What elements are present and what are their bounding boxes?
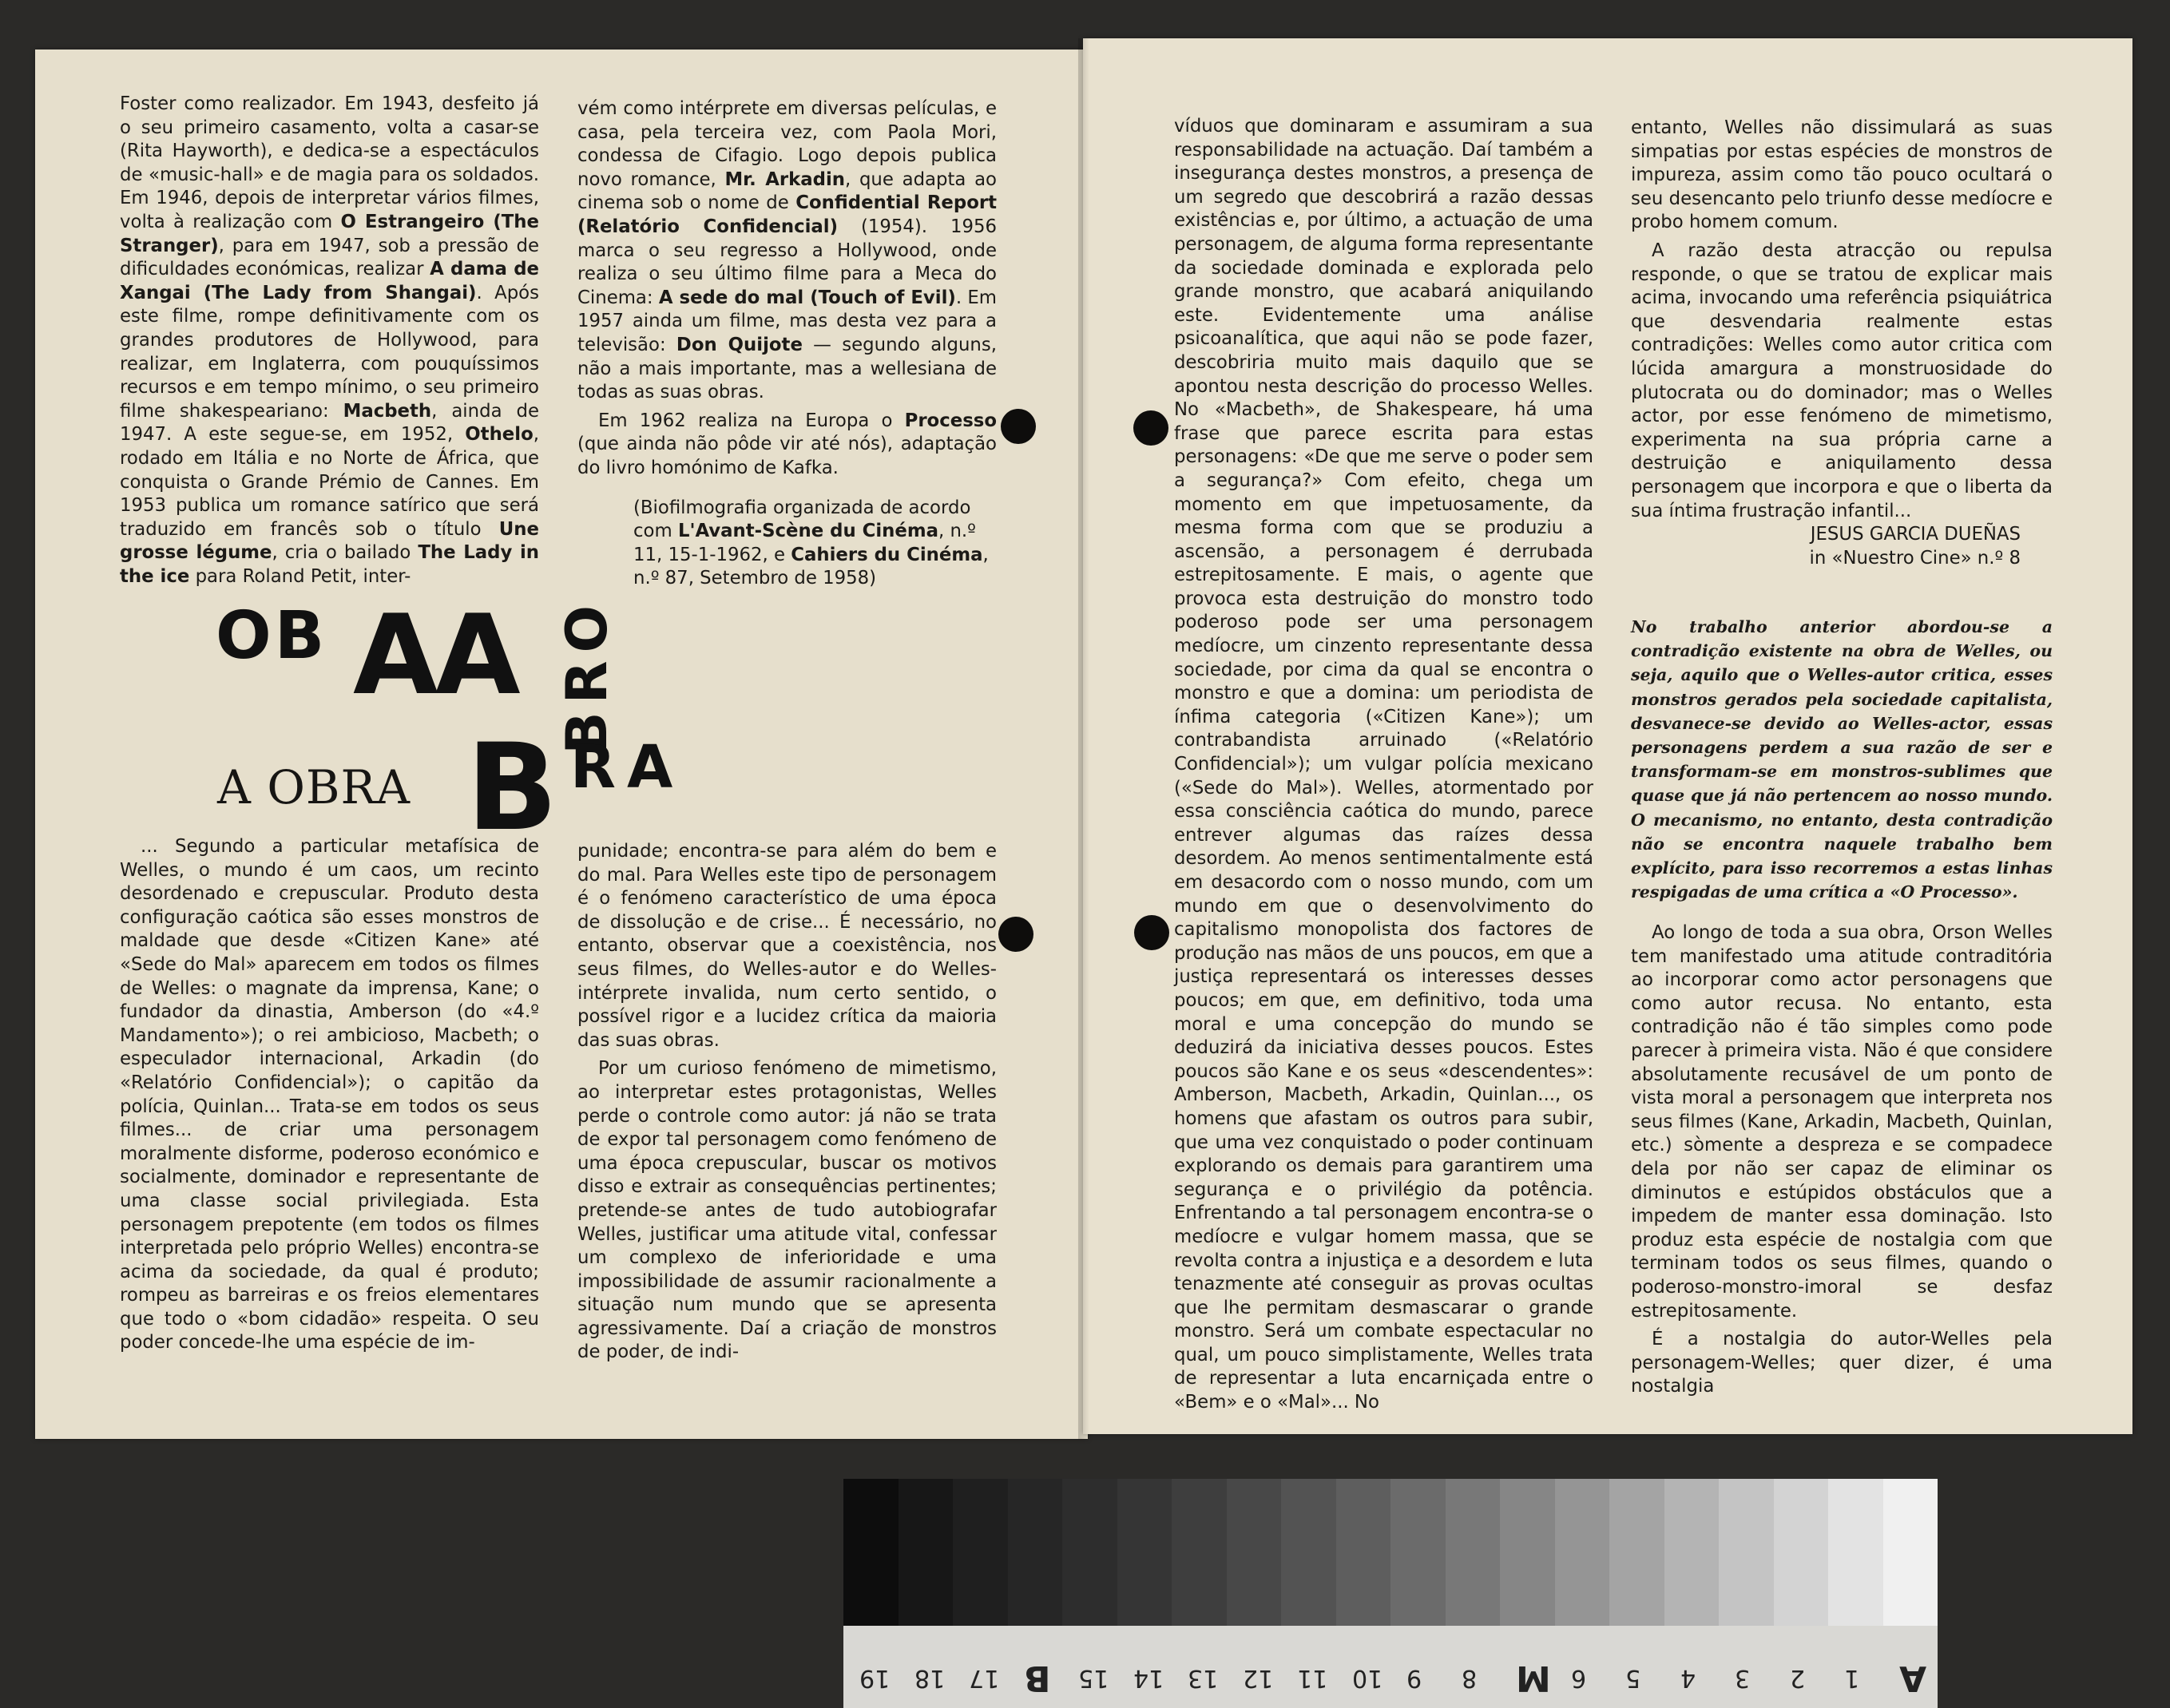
punch-hole — [998, 917, 1033, 952]
title-reference: Cahiers du Cinéma — [791, 544, 983, 565]
punch-hole — [1134, 915, 1169, 950]
gray-swatch — [843, 1479, 899, 1626]
paragraph — [1631, 117, 2053, 235]
text-run: , para em 1947, sob a pressão de dificuldades económicas, realizar — [120, 235, 539, 280]
title-reference: Mr. Arkadin — [724, 168, 846, 190]
text-run: A razão desta atracção ou repulsa responde, o que se tratou de explicar mais acima, invocando uma referência psiquiátrica que desvendaria realmente estas contradições: Welles como autor critica com lúcida amargura a monstruosidade do plutocrata ou do dominador; mas o Welles actor, por esse fenómeno de mimetismo, experimenta na sua própria carne a destruição e aniquilamento dessa personagem que incorpora e que o liberta da sua íntima frustração infantil... — [1631, 240, 2053, 521]
gray-swatch — [1062, 1479, 1117, 1626]
gray-swatch — [1555, 1479, 1610, 1626]
left-column-2-body — [577, 97, 997, 481]
ruler-label: 2 — [1789, 1664, 1805, 1692]
title-reference: Don Quijote — [676, 334, 803, 355]
title-reference: Une grosse légume — [120, 518, 539, 564]
text-run: (que ainda não pôde vir até nós), adaptação do livro homónimo de Kafka. — [577, 434, 997, 478]
ruler-label: A — [1898, 1658, 1926, 1698]
title-reference: Macbeth — [343, 400, 432, 422]
ruler-label: 18 — [914, 1664, 945, 1692]
text-run: . Após este filme, rompe definitivamente com os grandes produtores de Hollywood, para realizar, em Inglaterra, com pouquíssimos recursos e em tempo mínimo, o seu primeiro filme shakespeariano: — [120, 282, 539, 422]
title-b: B — [466, 719, 558, 858]
author-signature: JESUS GARCIA DUEÑAS — [1810, 524, 2021, 545]
text-run: (Biofilmografia organizada de acordo com — [633, 497, 971, 542]
punch-hole — [1001, 409, 1036, 444]
gray-swatch — [1774, 1479, 1829, 1626]
gray-swatch — [1172, 1479, 1227, 1626]
text-run: vém como intérprete em diversas películas, e casa, pela terceira vez, com Paola Mori, condessa de Cifagio. Logo depois publica novo romance, — [577, 98, 997, 190]
text-run: , rodado em Itália e no Norte de África, que conquista o Grande Prémio de Cannes. Em 1953 publica um romance satírico que será traduzido em francês sob o título — [120, 424, 539, 540]
biofilmography-credit — [577, 497, 997, 591]
editor-note: No trabalho anterior abordou-se a contradição existente na obra de Welles, ou seja, aquilo que o Welles-autor critica, esses monstros gerados pela sociedade capitalista, desvanece-se devido ao Welles-actor, essas personagens perdem a sua razão de ser e transformam-se em monstros-sublimes que quase que já não pertencem ao nosso mundo. O mecanismo, no entanto, desta contradição não se encontra naquele trabalho bem explícito, para isso recorremos a estas linhas respigadas de uma crítica a «O Processo». — [1631, 617, 2053, 902]
paragraph — [1174, 115, 1593, 1415]
ruler-label: 15 — [1078, 1664, 1109, 1692]
title-bro-vertical: BRO — [554, 597, 620, 755]
title-reference: O Estrangeiro (The Stranger) — [120, 211, 539, 256]
ruler-label: 9 — [1406, 1664, 1422, 1692]
text-run: entanto, Welles não dissimulará as suas simpatias por estas espécies de monstros de impureza, assim como tão pouco ocultará o seu desencanto pelo triunfo desse medíocre e probo homem comum. — [1631, 117, 2053, 233]
text-run: Em 1962 realiza na Europa o — [598, 410, 905, 431]
left-column-1 — [120, 93, 539, 588]
ruler-label: 5 — [1625, 1664, 1641, 1692]
paragraph — [577, 840, 997, 1052]
gray-swatch — [1008, 1479, 1063, 1626]
ruler-label: 8 — [1461, 1664, 1477, 1692]
ruler-label: 3 — [1735, 1664, 1751, 1692]
color-calibration-target — [843, 1479, 1938, 1708]
title-ra: RA — [570, 733, 684, 802]
right-column-2-body — [1631, 117, 2053, 523]
ruler-label: 12 — [1242, 1664, 1273, 1692]
text-run: — segundo alguns, não a mais importante, mas a wellesiana de todas as suas obras. — [577, 334, 997, 403]
gray-swatch — [1609, 1479, 1664, 1626]
paragraph — [577, 97, 997, 405]
left-column-3 — [120, 835, 539, 1355]
right-column-1 — [1174, 115, 1593, 1415]
text-run: . Em 1957 ainda um filme, mas desta vez para a televisão: — [577, 287, 997, 355]
gray-swatch — [1500, 1479, 1555, 1626]
ruler-label: 1 — [1844, 1664, 1860, 1692]
ruler-label: B — [1023, 1658, 1051, 1698]
ruler-label: 6 — [1570, 1664, 1586, 1692]
paragraph — [1631, 921, 2053, 1323]
paragraph — [1631, 240, 2053, 523]
right-column-2 — [1631, 117, 2053, 570]
text-run: víduos que dominaram e assumiram a sua responsabilidade na actuação. Daí também a insegurança destes monstros, a presença de um segredo que descobrirá a razão dessas existências e, por último, a actuação de uma personagem, de alguma forma representante da sociedade dominada e explorada pelo grande monstro, que acabará aniquilando este. Evidentemente uma análise psicoanalítica, que aqui não se pode fazer, descobriria muito mais daquilo que se apontou nesta descrição do processo Welles. No «Macbeth», de Shakespeare, há uma frase que parece escrita para estas personagens: «De que me serve o poder sem a segurança?» Com efeito, chega um momento em que impetuosamente, da mesma forma com que se produziu a ascensão, a personagem é derrubada estrepitosamente. E mais, o agente que provoca esta destruição do monstro todo poderoso pode ser uma personagem medíocre, um cinzento representante dessa sociedade, por cima da qual se encontra o monstro e que a domina: um periodista de ínfima categoria («Citizen Kane»); um contrabandista arruinado («Relatório Confidencial»); um vulgar polícia mexicano («Sede do Mal»). Welles, atormentado por essa consciência caótica do mundo, parece entrever algumas das raízes dessa desordem. Ao menos sentimentalmente está em desacordo com o nosso mundo, com um mundo em que o desenvolvimento do capitalismo monopolista dos factores de produção nas mãos de uns poucos, em que a justiça representará os interesses desses poucos; em que, em definitivo, toda uma moral e uma concepção do mundo se deduzirá da iniciativa desses poucos. Estes poucos são Kane e os seus «descendentes»: Amberson, Macbeth, Arkadin, Quinlan..., os homens que afastam os outros para subir, que uma vez conquistado o poder continuam explorando os demais para garantirem uma segurança e o privilégio da potência. Enfrentando a tal personagem encontra-se o medíocre e vulgar homem massa, que se revolta contra a injustiça e a desordem e luta tenazmente até conseguir as provas ocultas que lhe permitam desmascarar o grande monstro. Será um combate espectacular no qual, um pouco simplistamente, Welles trata de representar a luta encarniçada entre o «Bem» e o «Mal»... No — [1174, 116, 1593, 1413]
title-reference: Processo — [904, 410, 997, 431]
author-source: in «Nuestro Cine» n.º 8 — [1809, 547, 2021, 569]
gray-swatch — [899, 1479, 954, 1626]
ruler-label: 14 — [1133, 1664, 1164, 1692]
text-run: Foster como realizador. Em 1943, desfeito já o seu primeiro casamento, volta a casar-se (Rita Hayworth), e dedica-se a espectáculos de «music-hall» e de magia para os soldados. Em 1946, depois de interpretar vários filmes, volta à realização com — [120, 93, 539, 232]
text-run: , cria o bailado — [272, 542, 419, 564]
gray-swatch — [953, 1479, 1008, 1626]
gray-swatch — [1883, 1479, 1938, 1626]
ruler-label: 10 — [1351, 1664, 1383, 1692]
title-reference: L'Avant-Scène du Cinéma — [677, 521, 938, 542]
paragraph — [120, 93, 539, 588]
text-run: ... Segundo a particular metafísica de Welles, o mundo é um caos, um recinto desordenado e crepuscular. Produto desta configuração caótica são esses monstros de maldade que desde «Citizen Kane» até «Sede do Mal» aparecem em todos os filmes de Welles: o magnate da imprensa, Kane; o fundador da dinastia, Amberson (do «4.º Mandamento»); o rei ambicioso, Macbeth; o especulador internacional, Arkadin (do «Relatório Confidencial»); o capitão da polícia, Quinlan... Trata-se em todos os seus filmes... de criar uma personagem moralmente disforme, poderoso económico e socialmente, dominador e representante de uma classe social privilegiada. Esta personagem prepotente (em todos os filmes interpretada pelo próprio Welles) encontra-se acima da sociedade, da qual é produto; rompeu as barreiras e os freios elementares que todo o «bom cidadão» respeita. O seu poder concede-lhe uma espécie de im- — [120, 836, 539, 1353]
right-column-3 — [1631, 921, 2053, 1399]
gray-swatch — [1281, 1479, 1336, 1626]
punch-hole — [1133, 410, 1168, 446]
left-column-2 — [577, 97, 997, 591]
gray-swatch — [1117, 1479, 1172, 1626]
title-aa: AA — [353, 591, 518, 719]
title-ob: OB — [216, 598, 328, 674]
section-title: A OBRA — [217, 760, 411, 814]
text-run: , que adapta ao cinema sob o nome de — [577, 168, 998, 214]
gray-swatch — [1336, 1479, 1391, 1626]
title-reference: Confidential Report (Relatório Confidencial) — [577, 192, 998, 237]
gray-swatch — [1719, 1479, 1774, 1626]
text-run: punidade; encontra-se para além do bem e do mal. Para Welles este tipo de personagem é o fenómeno característico de uma época de dissolução e de crise... É necessário, no entanto, observar que a coexistência, nos seus filmes, do Welles-autor e do Welles-intérprete invalida, num certo sentido, o possível rigor e a lucidez crítica da maioria das suas obras. — [577, 841, 997, 1051]
page-fold — [1078, 38, 1089, 1439]
text-run: , n.º 87, Setembro de 1958) — [633, 544, 989, 589]
ruler-label: 4 — [1680, 1664, 1696, 1692]
text-run: , ainda de 1947. A este segue-se, em 1952, — [120, 400, 539, 446]
text-run: Ao longo de toda a sua obra, Orson Welles tem manifestado uma atitude contraditória ao incorporar como actor personagens que como autor recusa. No entanto, esta contradição não é tão simples como pode parecer à primeira vista. Não é que considere absolutamente recusável de um ponto de vista moral a personagem que interpreta nos seus filmes (Kane, Arkadin, Macbeth, Quinlan, etc.) sòmente a despreza e se compadece dela por não ser capaz de eliminar os diminutos e estúpidos obstáculos que a impedem de manter essa dominação. Isto produz esta espécie de nostalgia com que terminam todos os seus filmes, quando o poderoso-monstro-imoral se desfaz estrepitosamente. — [1631, 922, 2053, 1322]
title-reference: A dama de Xangai (The Lady from Shangai) — [120, 259, 539, 303]
title-reference: A sede do mal (Touch of Evil) — [658, 287, 956, 308]
paragraph — [633, 497, 997, 591]
grayscale-swatches — [843, 1479, 1938, 1626]
text-run: É a nostalgia do autor-Welles pela personagem-Welles; quer dizer, é uma nostalgia — [1631, 1329, 2053, 1397]
title-reference: The Lady in the ice — [120, 542, 540, 587]
left-column-4 — [577, 840, 997, 1365]
text-run: para Roland Petit, inter- — [189, 565, 411, 587]
text-run: (1954). 1956 marca o seu regresso a Hollywood, onde realiza o seu último filme para a Meca do Cinema: — [577, 216, 997, 308]
gray-swatch — [1446, 1479, 1501, 1626]
paragraph — [577, 1057, 997, 1365]
text-run: , n.º 11, 15-1-1962, e — [633, 521, 976, 565]
ruler-label: M — [1516, 1658, 1551, 1698]
title-reference: Othelo — [465, 424, 534, 446]
text-run: Por um curioso fenómeno de mimetismo, ao interpretar estes protagonistas, Welles perde o controle como autor: já não se trata de expor tal personagem como fenómeno de uma época crepuscular, buscar os motivos disso e extrair as consequências pertinentes; pretende-se antes de tudo autobiografar Welles, justificar uma atitude vital, confessar um complexo de inferioridade e uma impossibilidade de assumir racionalmente a situação num mundo que se apresenta agressivamente. Daí a criação de monstros de poder, de indi- — [577, 1058, 997, 1363]
ruler-scale — [843, 1626, 1938, 1708]
gray-swatch — [1227, 1479, 1282, 1626]
ruler-label: 17 — [969, 1664, 1000, 1692]
gray-swatch — [1664, 1479, 1720, 1626]
ruler-label: 11 — [1297, 1664, 1328, 1692]
gray-swatch — [1828, 1479, 1883, 1626]
paragraph — [120, 835, 539, 1355]
ruler-label: 19 — [859, 1664, 891, 1692]
ruler-label: 13 — [1188, 1664, 1219, 1692]
paragraph — [577, 410, 997, 481]
paragraph — [1631, 1328, 2053, 1399]
gray-swatch — [1390, 1479, 1446, 1626]
